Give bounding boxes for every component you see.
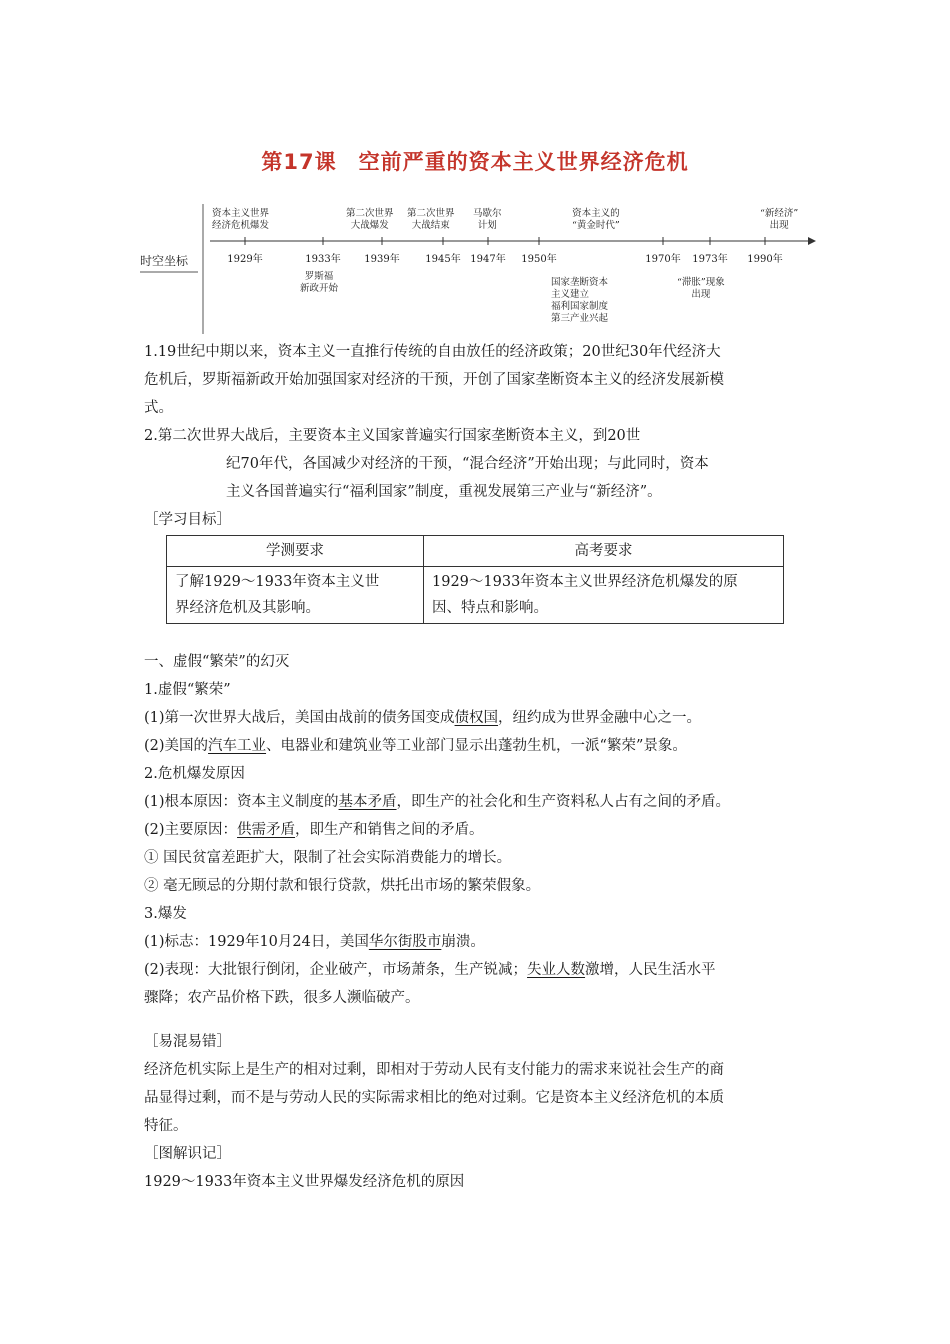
item-line (144, 792, 730, 812)
intro-p2-line1: 2.第二次世界大战后，主要资本主义国家普遍实行国家垄断资本主义，到20世 (144, 428, 641, 444)
event-line: 大战爆发 (350, 220, 389, 231)
text-span: 激增，人民生活水平 (585, 962, 716, 978)
confuse-label: ［易混易错］ (144, 1034, 231, 1050)
event-line: 出现 (769, 220, 789, 231)
goals-header-basic: 学测要求 (167, 536, 424, 567)
text-span: (1)标志：1929年10月24日，美国 (144, 934, 369, 950)
year-label: 1933年 (305, 254, 341, 265)
event-new-deal (300, 271, 338, 295)
text-span: ，即生产的社会化和生产资料私人占有之间的矛盾。 (396, 794, 731, 810)
underlined-term: 债权国 (454, 710, 499, 726)
intro-p1-line3: 式。 (144, 400, 173, 416)
underlined-term: 汽车工业 (208, 738, 267, 754)
confuse-line: 品显得过剩，而不是与劳动人民的实际需求相比的绝对过剩。它是资本主义经济危机的本质 (144, 1090, 724, 1106)
cell-line: 了解1929～1933年资本主义世 (175, 574, 380, 590)
event-line: 第三产业兴起 (551, 313, 609, 324)
event-line: 经济危机爆发 (212, 220, 270, 231)
event-marshall (473, 208, 502, 232)
year-label: 1929年 (227, 254, 263, 265)
event-line: 计划 (477, 220, 497, 231)
event-line: 罗斯福 (304, 271, 334, 282)
goals-table (166, 535, 784, 624)
text-span: (2)美国的 (144, 738, 209, 754)
table-row (167, 567, 784, 624)
lesson-title: 第17课 空前严重的资本主义世界经济危机 (261, 150, 689, 174)
underlined-term: 失业人数 (527, 962, 586, 978)
cell-line: 界经济危机及其影响。 (175, 600, 320, 616)
year-label: 1970年 (645, 254, 681, 265)
goals-cell-exam (424, 567, 784, 624)
event-state-monopoly (551, 277, 608, 325)
year-label: 1947年 (470, 254, 506, 265)
year-label: 1945年 (425, 254, 461, 265)
intro-p1-line1: 1.19世纪中期以来，资本主义一直推行传统的自由放任的经济政策；20世纪30年代经济大 (144, 344, 721, 360)
intro-p2-line2: 纪70年代，各国减少对经济的干预，“混合经济”开始出现；与此同时，资本 (226, 456, 709, 472)
goals-header-exam: 高考要求 (424, 536, 784, 567)
cell-line: 1929～1933年资本主义世界经济危机爆发的原 (432, 574, 738, 590)
text-span: ，即生产和销售之间的矛盾。 (295, 822, 484, 838)
year-label: 1990年 (747, 254, 783, 265)
text-span: ，纽约成为世界金融中心之一。 (498, 710, 702, 726)
item-line: ① 国民贫富差距扩大，限制了社会实际消费能力的增长。 (144, 850, 512, 866)
intro-p1-line2: 危机后，罗斯福新政开始加强国家对经济的干预，开创了国家垄断资本主义的经济发展新模 (144, 372, 724, 388)
item-line (144, 708, 701, 728)
diagram-caption: 1929～1933年资本主义世界爆发经济危机的原因 (144, 1174, 465, 1190)
confuse-line: 特征。 (144, 1118, 188, 1134)
year-label: 1939年 (364, 254, 400, 265)
event-golden-age (572, 208, 620, 232)
item-line (144, 820, 484, 840)
year-label: 1973年 (692, 254, 728, 265)
text-span: (2)表现：大批银行倒闭，企业破产，市场萧条，生产锐减； (144, 962, 528, 978)
text-span: 、电器业和建筑业等工业部门显示出蓬勃生机，一派“繁荣”景象。 (266, 738, 687, 754)
event-line: 第二次世界 (407, 208, 455, 219)
event-line: “新经济” (760, 208, 799, 219)
table-row (167, 536, 784, 567)
goals-label: ［学习目标］ (144, 512, 231, 528)
event-line: 出现 (691, 289, 711, 300)
item-line (144, 736, 687, 756)
event-line: “黄金时代” (572, 220, 620, 231)
text-span: (1)第一次世界大战后，美国由战前的债务国变成 (144, 710, 455, 726)
item-line: 骤降；农产品价格下跌，很多人濒临破产。 (144, 990, 420, 1006)
event-line: 马歇尔 (473, 208, 502, 219)
item-line: ② 毫无顾忌的分期付款和银行贷款，烘托出市场的繁荣假象。 (144, 878, 541, 894)
event-ww2-start (346, 208, 394, 232)
event-crisis (212, 208, 269, 232)
confuse-line: 经济危机实际上是生产的相对过剩，即相对于劳动人民有支付能力的需求来说社会生产的商 (144, 1062, 724, 1078)
event-line: 主义建立 (551, 289, 590, 300)
underlined-term: 供需矛盾 (237, 822, 296, 838)
subsection-title: 1.虚假“繁荣” (144, 682, 231, 698)
text-span: 崩溃。 (441, 934, 485, 950)
event-line: 大战结束 (411, 220, 450, 231)
event-line: 福利国家制度 (551, 301, 609, 312)
text-span: (1)根本原因：资本主义制度的 (144, 794, 339, 810)
event-line: 新政开始 (300, 283, 339, 294)
section-heading: 一、虚假“繁荣”的幻灭 (144, 654, 290, 670)
timeline-side-label: 时空坐标 (140, 254, 189, 268)
event-ww2-end (407, 208, 455, 232)
event-line: “滞胀”现象 (677, 277, 725, 288)
cell-line: 因、特点和影响。 (432, 600, 548, 616)
subsection-title: 2.危机爆发原因 (144, 766, 245, 782)
year-label: 1950年 (521, 254, 557, 265)
timeline-figure (140, 200, 820, 338)
event-new-economy (760, 208, 798, 232)
goals-cell-basic (167, 567, 424, 624)
event-line: 资本主义世界 (212, 208, 270, 219)
event-line: 第二次世界 (346, 208, 394, 219)
diagram-label: ［图解识记］ (144, 1146, 231, 1162)
subsection-title: 3.爆发 (144, 906, 187, 922)
text-span: (2)主要原因： (144, 822, 238, 838)
underlined-term: 基本矛盾 (338, 794, 397, 810)
underlined-term: 华尔街股市 (368, 934, 442, 950)
event-line: 资本主义的 (572, 208, 620, 219)
axis-arrow (808, 237, 816, 245)
event-stagflation (677, 277, 725, 301)
item-line (144, 932, 485, 952)
intro-p2-line3: 主义各国普遍实行“福利国家”制度，重视发展第三产业与“新经济”。 (226, 484, 662, 500)
item-line (144, 960, 716, 980)
event-line: 国家垄断资本 (551, 277, 609, 288)
